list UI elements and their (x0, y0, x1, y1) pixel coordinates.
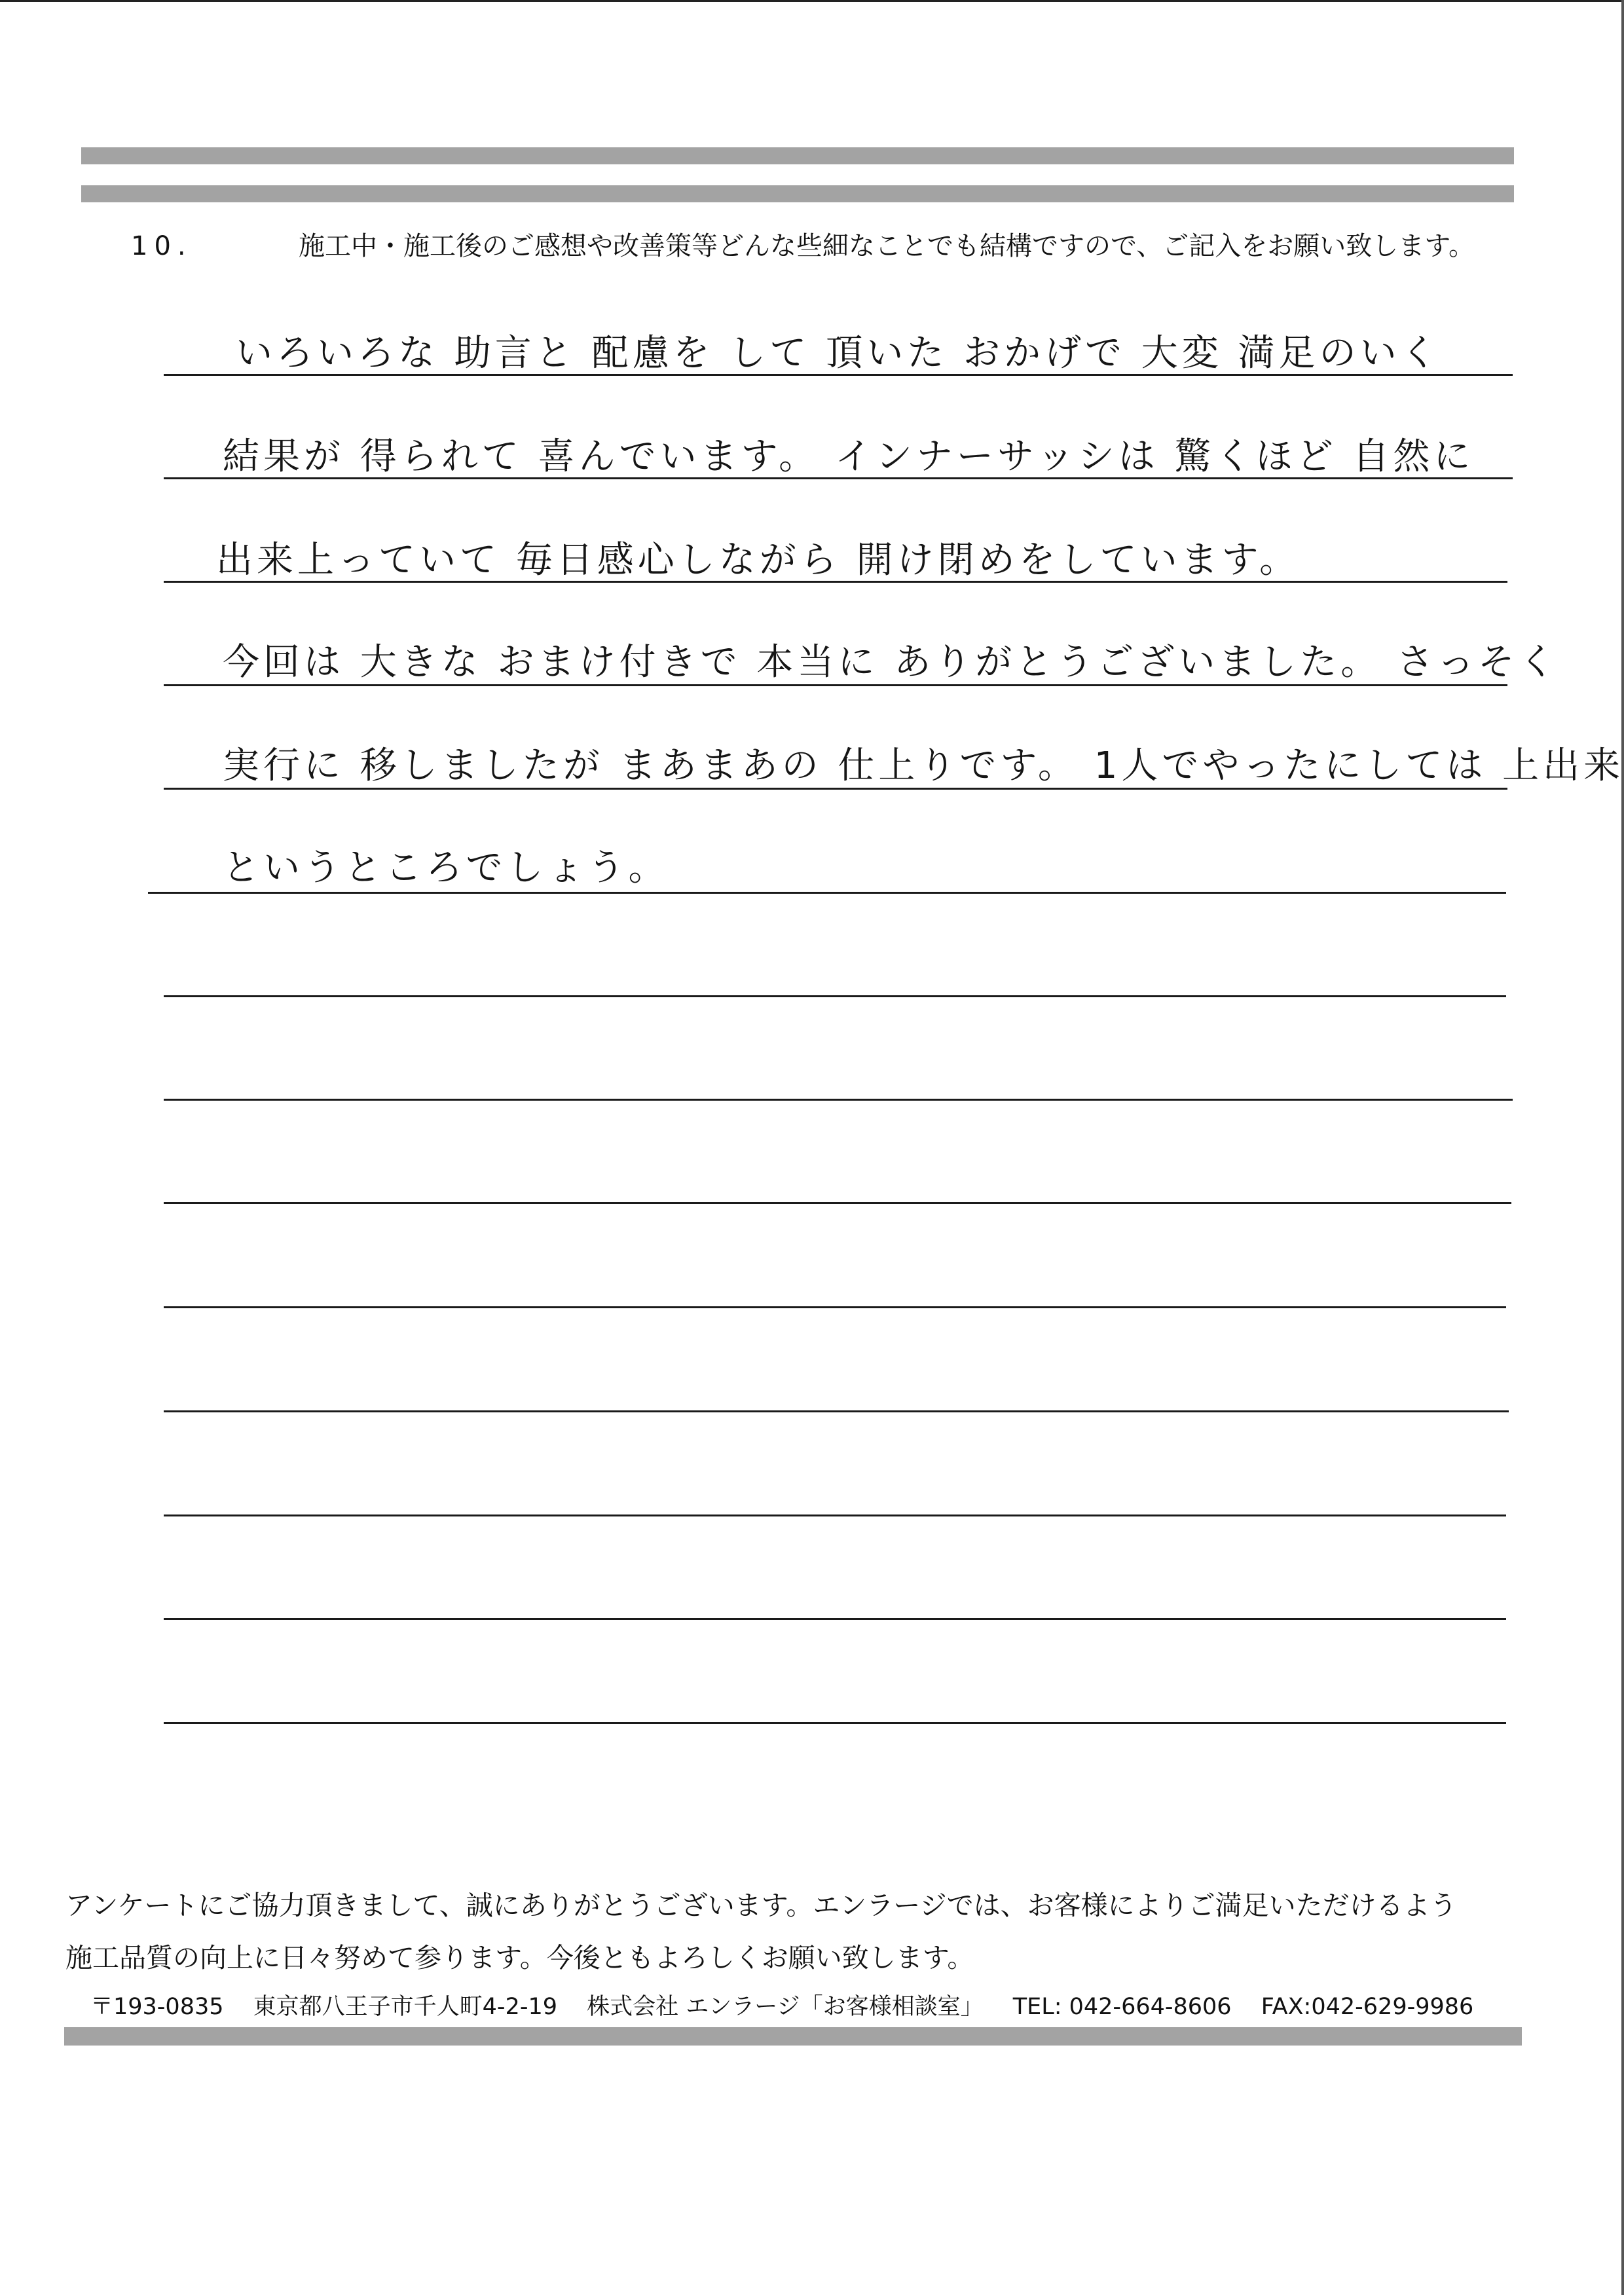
footer-divider-bar (64, 2027, 1522, 2046)
answer-rule (164, 1099, 1513, 1101)
fax-number: FAX:042-629-9986 (1261, 1994, 1474, 2020)
question-text: 施工中・施工後のご感想や改善策等どんな些細なことでも結構ですので、ご記入をお願い致します。 (299, 231, 1475, 261)
thanks-message-line-2: 施工品質の向上に日々努めて参ります。今後ともよろしくお願い致します。 (65, 1942, 974, 1974)
postal-code: 〒193-0835 (90, 1994, 224, 2020)
company-name: 株式会社 エンラージ「お客様相談室」 (587, 1994, 984, 2020)
address: 東京都八王子市千人町4-2-19 (253, 1994, 557, 2020)
thanks-message-line-1: アンケートにご協力頂きまして、誠にありがとうございます。エンラージでは、お客様によりご満足いただけるよう (65, 1890, 1457, 1921)
answer-rule (164, 1515, 1506, 1516)
answer-rule (164, 1306, 1506, 1308)
question-number: 10. (131, 231, 193, 261)
answer-rule (164, 1722, 1506, 1724)
handwritten-line: 出来上っていて 毎日感心しながら 開け閉めをしています。 (216, 539, 1301, 581)
phone-number: TEL: 042-664-8606 (1012, 1994, 1232, 2020)
handwritten-line: というところでしょう。 (223, 847, 669, 889)
handwritten-line: 今回は 大きな おまけ付きで 本当に ありがとうございました。 さっそく (223, 641, 1560, 684)
company-contact (90, 1991, 1473, 2023)
answer-rule (164, 995, 1506, 997)
answer-rule (164, 1410, 1509, 1412)
handwritten-line: 結果が 得られて 喜んでいます。 インナーサッシは 驚くほど 自然に (223, 435, 1475, 478)
answer-rule (164, 1618, 1506, 1620)
answer-rule (164, 1202, 1511, 1204)
handwritten-line: いろいろな 助言と 配慮を して 頂いた おかげで 大変 満足のいく (236, 332, 1441, 375)
handwritten-line: 実行に 移しましたが まあまあの 仕上りです。 1人でやったにしては 上出来 (223, 744, 1624, 787)
